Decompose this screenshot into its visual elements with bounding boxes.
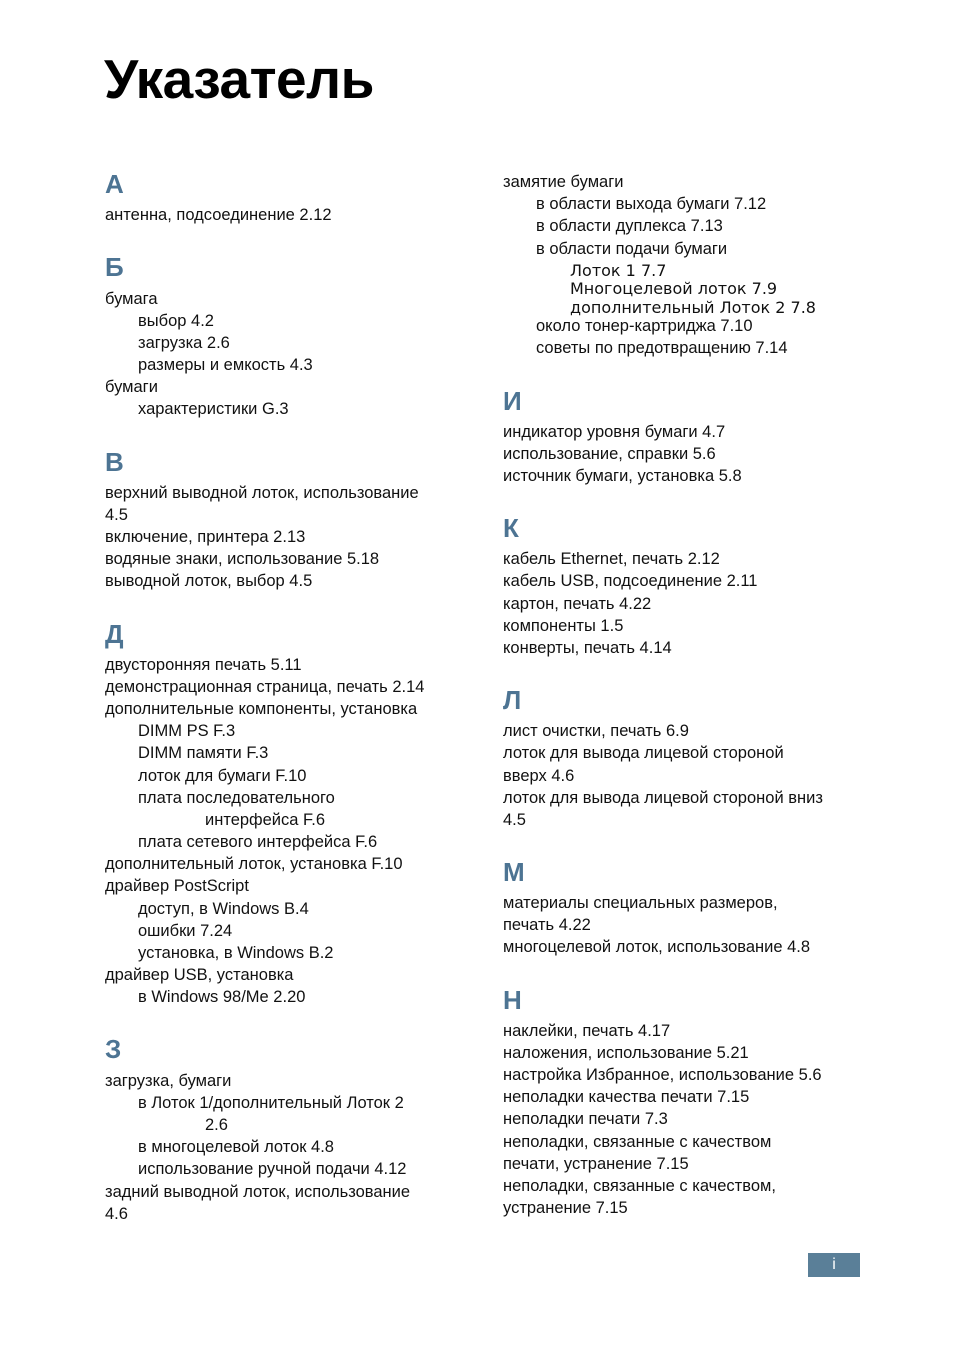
index-entry: конверты, печать 4.14 <box>503 639 672 657</box>
section-letter-v: В <box>105 447 124 477</box>
index-entry: лоток для вывода лицевой стороной вниз <box>503 789 823 807</box>
index-entry-continuation: устранение 7.15 <box>503 1199 628 1217</box>
index-subentry: DIMM памяти F.3 <box>138 744 269 762</box>
index-entry: бумаги <box>105 378 158 396</box>
index-entry: настройка Избранное, использование 5.6 <box>503 1066 822 1084</box>
index-entry: неполадки печати 7.3 <box>503 1110 668 1128</box>
index-entry-continuation: 4.5 <box>503 811 526 829</box>
index-subentry: в области подачи бумаги <box>536 240 728 258</box>
section-letter-l: Л <box>503 685 522 715</box>
index-entry-continuation: вверх 4.6 <box>503 767 575 785</box>
index-subentry: в области выхода бумаги 7.12 <box>536 195 767 213</box>
section-letter-d: Д <box>105 619 124 649</box>
index-subentry: советы по предотвращению 7.14 <box>536 339 788 357</box>
index-entry: дополнительные компоненты, установка <box>105 700 418 718</box>
index-subentry: дополнительный Лоток 2 7.8 <box>570 298 816 317</box>
index-entry: лоток для вывода лицевой стороной <box>503 744 784 762</box>
index-entry: неполадки качества печати 7.15 <box>503 1088 750 1106</box>
index-entry: использование, справки 5.6 <box>503 445 716 463</box>
index-subentry-continuation: интерфейса F.6 <box>205 811 326 829</box>
index-entry-continuation: 4.6 <box>105 1205 128 1223</box>
index-subentry: около тонер-картриджа 7.10 <box>536 317 753 335</box>
index-entry: дополнительный лоток, установка F.10 <box>105 855 403 873</box>
page-number-badge: i <box>808 1253 860 1277</box>
index-entry: замятие бумаги <box>503 173 624 191</box>
index-entry: верхний выводной лоток, использование <box>105 484 419 502</box>
index-entry: неполадки, связанные с качеством <box>503 1133 772 1151</box>
index-entry: кабель USB, подсоединение 2.11 <box>503 572 758 590</box>
index-subentry: загрузка 2.6 <box>138 334 230 352</box>
index-entry: многоцелевой лоток, использование 4.8 <box>503 938 811 956</box>
index-subentry: Лоток 1 7.7 <box>570 261 667 280</box>
section-letter-a: А <box>105 169 124 199</box>
index-entry: демонстрационная страница, печать 2.14 <box>105 678 425 696</box>
index-entry: драйвер USB, установка <box>105 966 294 984</box>
index-entry: бумага <box>105 290 158 308</box>
index-entry-continuation: 4.5 <box>105 506 128 524</box>
index-subentry: в области дуплекса 7.13 <box>536 217 723 235</box>
index-entry: загрузка, бумаги <box>105 1072 232 1090</box>
index-subentry: выбор 4.2 <box>138 312 214 330</box>
index-subentry: в Windows 98/Me 2.20 <box>138 988 306 1006</box>
index-subentry: характеристики G.3 <box>138 400 289 418</box>
page-title: Указатель <box>104 48 374 110</box>
section-letter-i: И <box>503 386 522 416</box>
index-entry: лист очистки, печать 6.9 <box>503 722 689 740</box>
index-entry: индикатор уровня бумаги 4.7 <box>503 423 726 441</box>
index-subentry: в Лоток 1/дополнительный Лоток 2 <box>138 1094 404 1112</box>
section-letter-k: К <box>503 513 519 543</box>
index-entry: наклейки, печать 4.17 <box>503 1022 671 1040</box>
index-entry-continuation: печать 4.22 <box>503 916 591 934</box>
index-entry: двусторонняя печать 5.11 <box>105 656 302 674</box>
section-letter-m: М <box>503 857 525 887</box>
section-letter-z: З <box>105 1034 122 1064</box>
index-subentry: установка, в Windows B.2 <box>138 944 334 962</box>
index-subentry: плата последовательного <box>138 789 335 807</box>
section-letter-b: Б <box>105 252 124 282</box>
index-entry: выводной лоток, выбор 4.5 <box>105 572 313 590</box>
index-subentry: в многоцелевой лоток 4.8 <box>138 1138 334 1156</box>
index-subentry: доступ, в Windows B.4 <box>138 900 309 918</box>
index-entry: водяные знаки, использование 5.18 <box>105 550 380 568</box>
index-subentry: использование ручной подачи 4.12 <box>138 1160 407 1178</box>
index-subentry: плата сетевого интерфейса F.6 <box>138 833 378 851</box>
index-entry: наложения, использование 5.21 <box>503 1044 749 1062</box>
index-subentry: DIMM PS F.3 <box>138 722 236 740</box>
index-entry: неполадки, связанные с качеством, <box>503 1177 776 1195</box>
section-letter-n: Н <box>503 985 522 1015</box>
index-subentry: Многоцелевой лоток 7.9 <box>570 279 778 298</box>
index-entry: материалы специальных размеров, <box>503 894 778 912</box>
index-entry: картон, печать 4.22 <box>503 595 652 613</box>
index-entry: задний выводной лоток, использование <box>105 1183 411 1201</box>
index-entry: включение, принтера 2.13 <box>105 528 306 546</box>
index-entry: компоненты 1.5 <box>503 617 624 635</box>
index-subentry: лоток для бумаги F.10 <box>138 767 307 785</box>
index-entry: источник бумаги, установка 5.8 <box>503 467 742 485</box>
index-subentry-continuation: 2.6 <box>205 1116 228 1134</box>
index-subentry: ошибки 7.24 <box>138 922 233 940</box>
index-entry: драйвер PostScript <box>105 877 249 895</box>
index-entry-continuation: печати, устранение 7.15 <box>503 1155 689 1173</box>
index-entry: кабель Ethernet, печать 2.12 <box>503 550 720 568</box>
index-subentry: размеры и емкость 4.3 <box>138 356 313 374</box>
index-entry: антенна, подсоединение 2.12 <box>105 206 332 224</box>
